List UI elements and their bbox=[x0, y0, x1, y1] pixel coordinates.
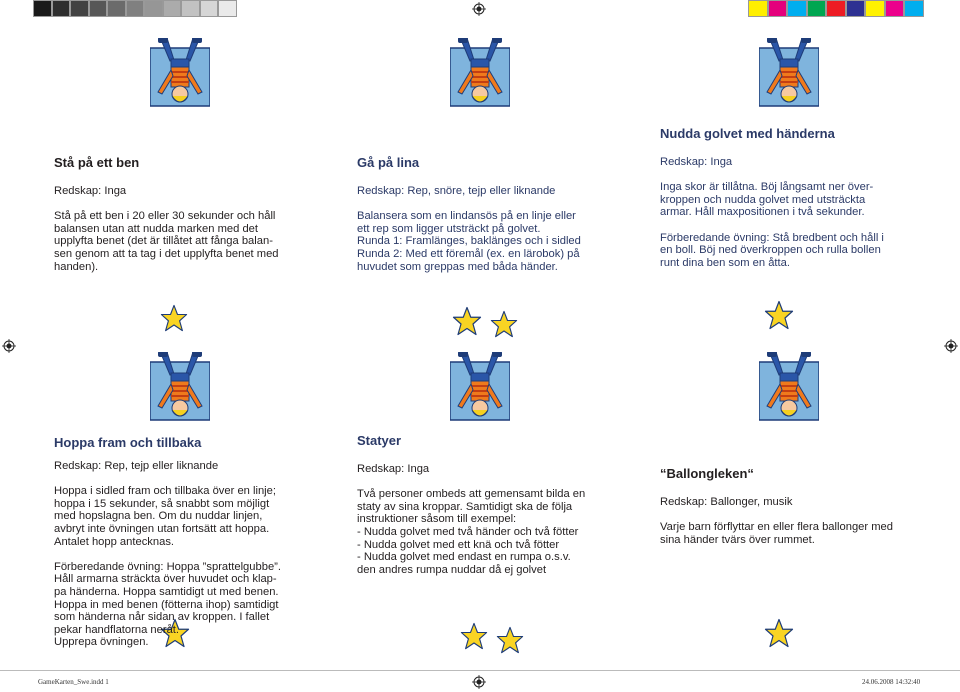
footer-timestamp: 24.06.2008 14:32:40 bbox=[862, 678, 921, 686]
card-text-line: Upprepa övningen. bbox=[54, 636, 149, 649]
color-swatch bbox=[885, 0, 905, 17]
card-text-line: Hoppa in med benen (fötterna ihop) samtidigt bbox=[54, 598, 279, 611]
card-text-line: instruktioner såsom till exempel: bbox=[357, 513, 517, 526]
card-text-line: Förberedande övning: Stå bredbent och håll i bbox=[660, 231, 884, 244]
card-text-line: Antalet hopp antecknas. bbox=[54, 535, 175, 548]
handstand-child-illustration bbox=[150, 38, 210, 113]
star-icon bbox=[764, 618, 794, 653]
card-text-line: Runda 1: Framlänges, baklänges och i sidled bbox=[357, 235, 581, 248]
handstand-child-illustration bbox=[759, 38, 819, 113]
card-equipment: Redskap: Inga bbox=[54, 185, 127, 197]
color-swatch bbox=[904, 0, 924, 17]
registration-mark-icon bbox=[472, 675, 486, 689]
card-text-line: Förberedande övning: Hoppa ”sprattelgubbe”. bbox=[54, 560, 282, 573]
registration-mark-icon bbox=[472, 2, 486, 16]
card-text-line: Håll armarna sträckta över huvudet och klap- bbox=[54, 573, 277, 586]
registration-mark-icon bbox=[944, 339, 958, 353]
gray-swatch bbox=[181, 0, 200, 17]
handstand-child-illustration bbox=[450, 352, 510, 427]
gray-swatch bbox=[33, 0, 52, 17]
card-title: Gå på lina bbox=[357, 155, 420, 170]
card-text-line: - Nudda golvet med ett knä och två fötter bbox=[357, 538, 560, 551]
gray-swatch bbox=[200, 0, 219, 17]
color-swatch bbox=[768, 0, 788, 17]
card-text-line: - Nudda golvet med två händer och två fötter bbox=[357, 526, 579, 538]
gray-swatch bbox=[218, 0, 237, 17]
color-swatch bbox=[807, 0, 827, 17]
card-text-line: sen genom att ta tag i det upplyfta benet med bbox=[54, 248, 279, 260]
card-text-line: sina händer tvärs över rummet. bbox=[660, 533, 815, 546]
gray-swatch bbox=[89, 0, 108, 17]
card-text-line: avbryt inte övningen utan fortsätt att hoppa. bbox=[54, 523, 270, 535]
gray-swatch bbox=[52, 0, 71, 17]
registration-mark-icon bbox=[2, 339, 16, 353]
star-icon bbox=[496, 626, 524, 659]
color-swatch bbox=[748, 0, 768, 17]
footer-rule bbox=[0, 670, 960, 671]
gray-swatch bbox=[107, 0, 126, 17]
card-text-line: - Nudda golvet med endast en rumpa o.s.v. bbox=[357, 551, 571, 564]
card-equipment: Redskap: Inga bbox=[357, 463, 430, 475]
color-swatch bbox=[787, 0, 807, 17]
card-title: “Ballongleken“ bbox=[660, 466, 754, 481]
handstand-child-illustration bbox=[450, 38, 510, 113]
card-text-line: handen). bbox=[54, 260, 99, 273]
card-text-line: med hopslagna ben. Om du nuddar linjen, bbox=[54, 510, 263, 523]
card-text-line: kroppen och nudda golvet med utsträckta bbox=[660, 193, 866, 206]
card-text-line: huvudet som greppas med båda händer. bbox=[357, 260, 558, 273]
handstand-child-illustration bbox=[759, 352, 819, 427]
card-text-line: pekar handflatorna neråt. bbox=[54, 623, 180, 636]
card-text-line: runt dina ben som en åtta. bbox=[660, 256, 790, 269]
card-text-line: staty av sina kroppar. Samtidigt ska de följa bbox=[357, 500, 573, 513]
gray-swatch bbox=[163, 0, 182, 17]
card-text-line: upplyfta benet (det är tillåtet att fånga balan- bbox=[54, 235, 273, 248]
color-swatch bbox=[826, 0, 846, 17]
card-text-line: den andres rumpa nuddar då ej golvet bbox=[357, 563, 547, 576]
star-icon bbox=[460, 622, 488, 655]
card-text-line: Inga skor är tillåtna. Böj långsamt ner över- bbox=[660, 181, 874, 194]
card-title: Stå på ett ben bbox=[54, 155, 140, 170]
card-equipment: Redskap: Rep, tejp eller liknande bbox=[54, 460, 219, 472]
star-icon bbox=[452, 306, 482, 341]
card-text-line: Hoppa i sidled fram och tillbaka över en linje; bbox=[54, 485, 277, 498]
gray-swatch bbox=[70, 0, 89, 17]
card-text-line: armar. Håll maxpositionen i två sekunder. bbox=[660, 206, 865, 219]
star-icon bbox=[764, 300, 794, 335]
card-title: Hoppa fram och tillbaka bbox=[54, 435, 202, 450]
card-text-line: Stå på ett ben i 20 eller 30 sekunder och håll bbox=[54, 210, 276, 223]
card-text-line: Varje barn förflyttar en eller flera ballonger med bbox=[660, 521, 893, 534]
card-text-line: Balansera som en lindansös på en linje eller bbox=[357, 210, 576, 223]
color-swatch bbox=[865, 0, 885, 17]
gray-swatch bbox=[126, 0, 145, 17]
card-equipment: Redskap: Inga bbox=[660, 156, 733, 168]
card-text-line: Två personer ombeds att gemensamt bilda en bbox=[357, 488, 586, 501]
card-title: Nudda golvet med händerna bbox=[660, 126, 835, 141]
card-text-line: pa händerna. Hoppa samtidigt ut med benen. bbox=[54, 586, 279, 598]
card-title: Statyer bbox=[357, 433, 402, 448]
card-equipment: Redskap: Rep, snöre, tejp eller liknande bbox=[357, 185, 556, 197]
card-text-line: hoppa i 15 sekunder, så snabbt som möjligt bbox=[54, 497, 270, 510]
star-icon bbox=[160, 304, 188, 337]
star-icon bbox=[490, 310, 518, 343]
card-text-line: som händerna når sidan av kroppen. I fallet bbox=[54, 611, 270, 624]
card-text-line: Runda 2: Med ett föremål (ex. en lärobok) på bbox=[357, 248, 580, 260]
handstand-child-illustration bbox=[150, 352, 210, 427]
gray-swatch bbox=[144, 0, 163, 17]
card-text-line: balansen utan att nudda marken med det bbox=[54, 222, 259, 235]
card-text-line: en boll. Böj ned överkroppen och rulla bollen bbox=[660, 244, 881, 257]
card-equipment: Redskap: Ballonger, musik bbox=[660, 496, 793, 508]
card-text-line: ett rep som ligger utsträckt på golvet. bbox=[357, 222, 541, 235]
footer-filename: GameKarten_Swe.indd 1 bbox=[38, 678, 109, 686]
color-swatch bbox=[846, 0, 866, 17]
